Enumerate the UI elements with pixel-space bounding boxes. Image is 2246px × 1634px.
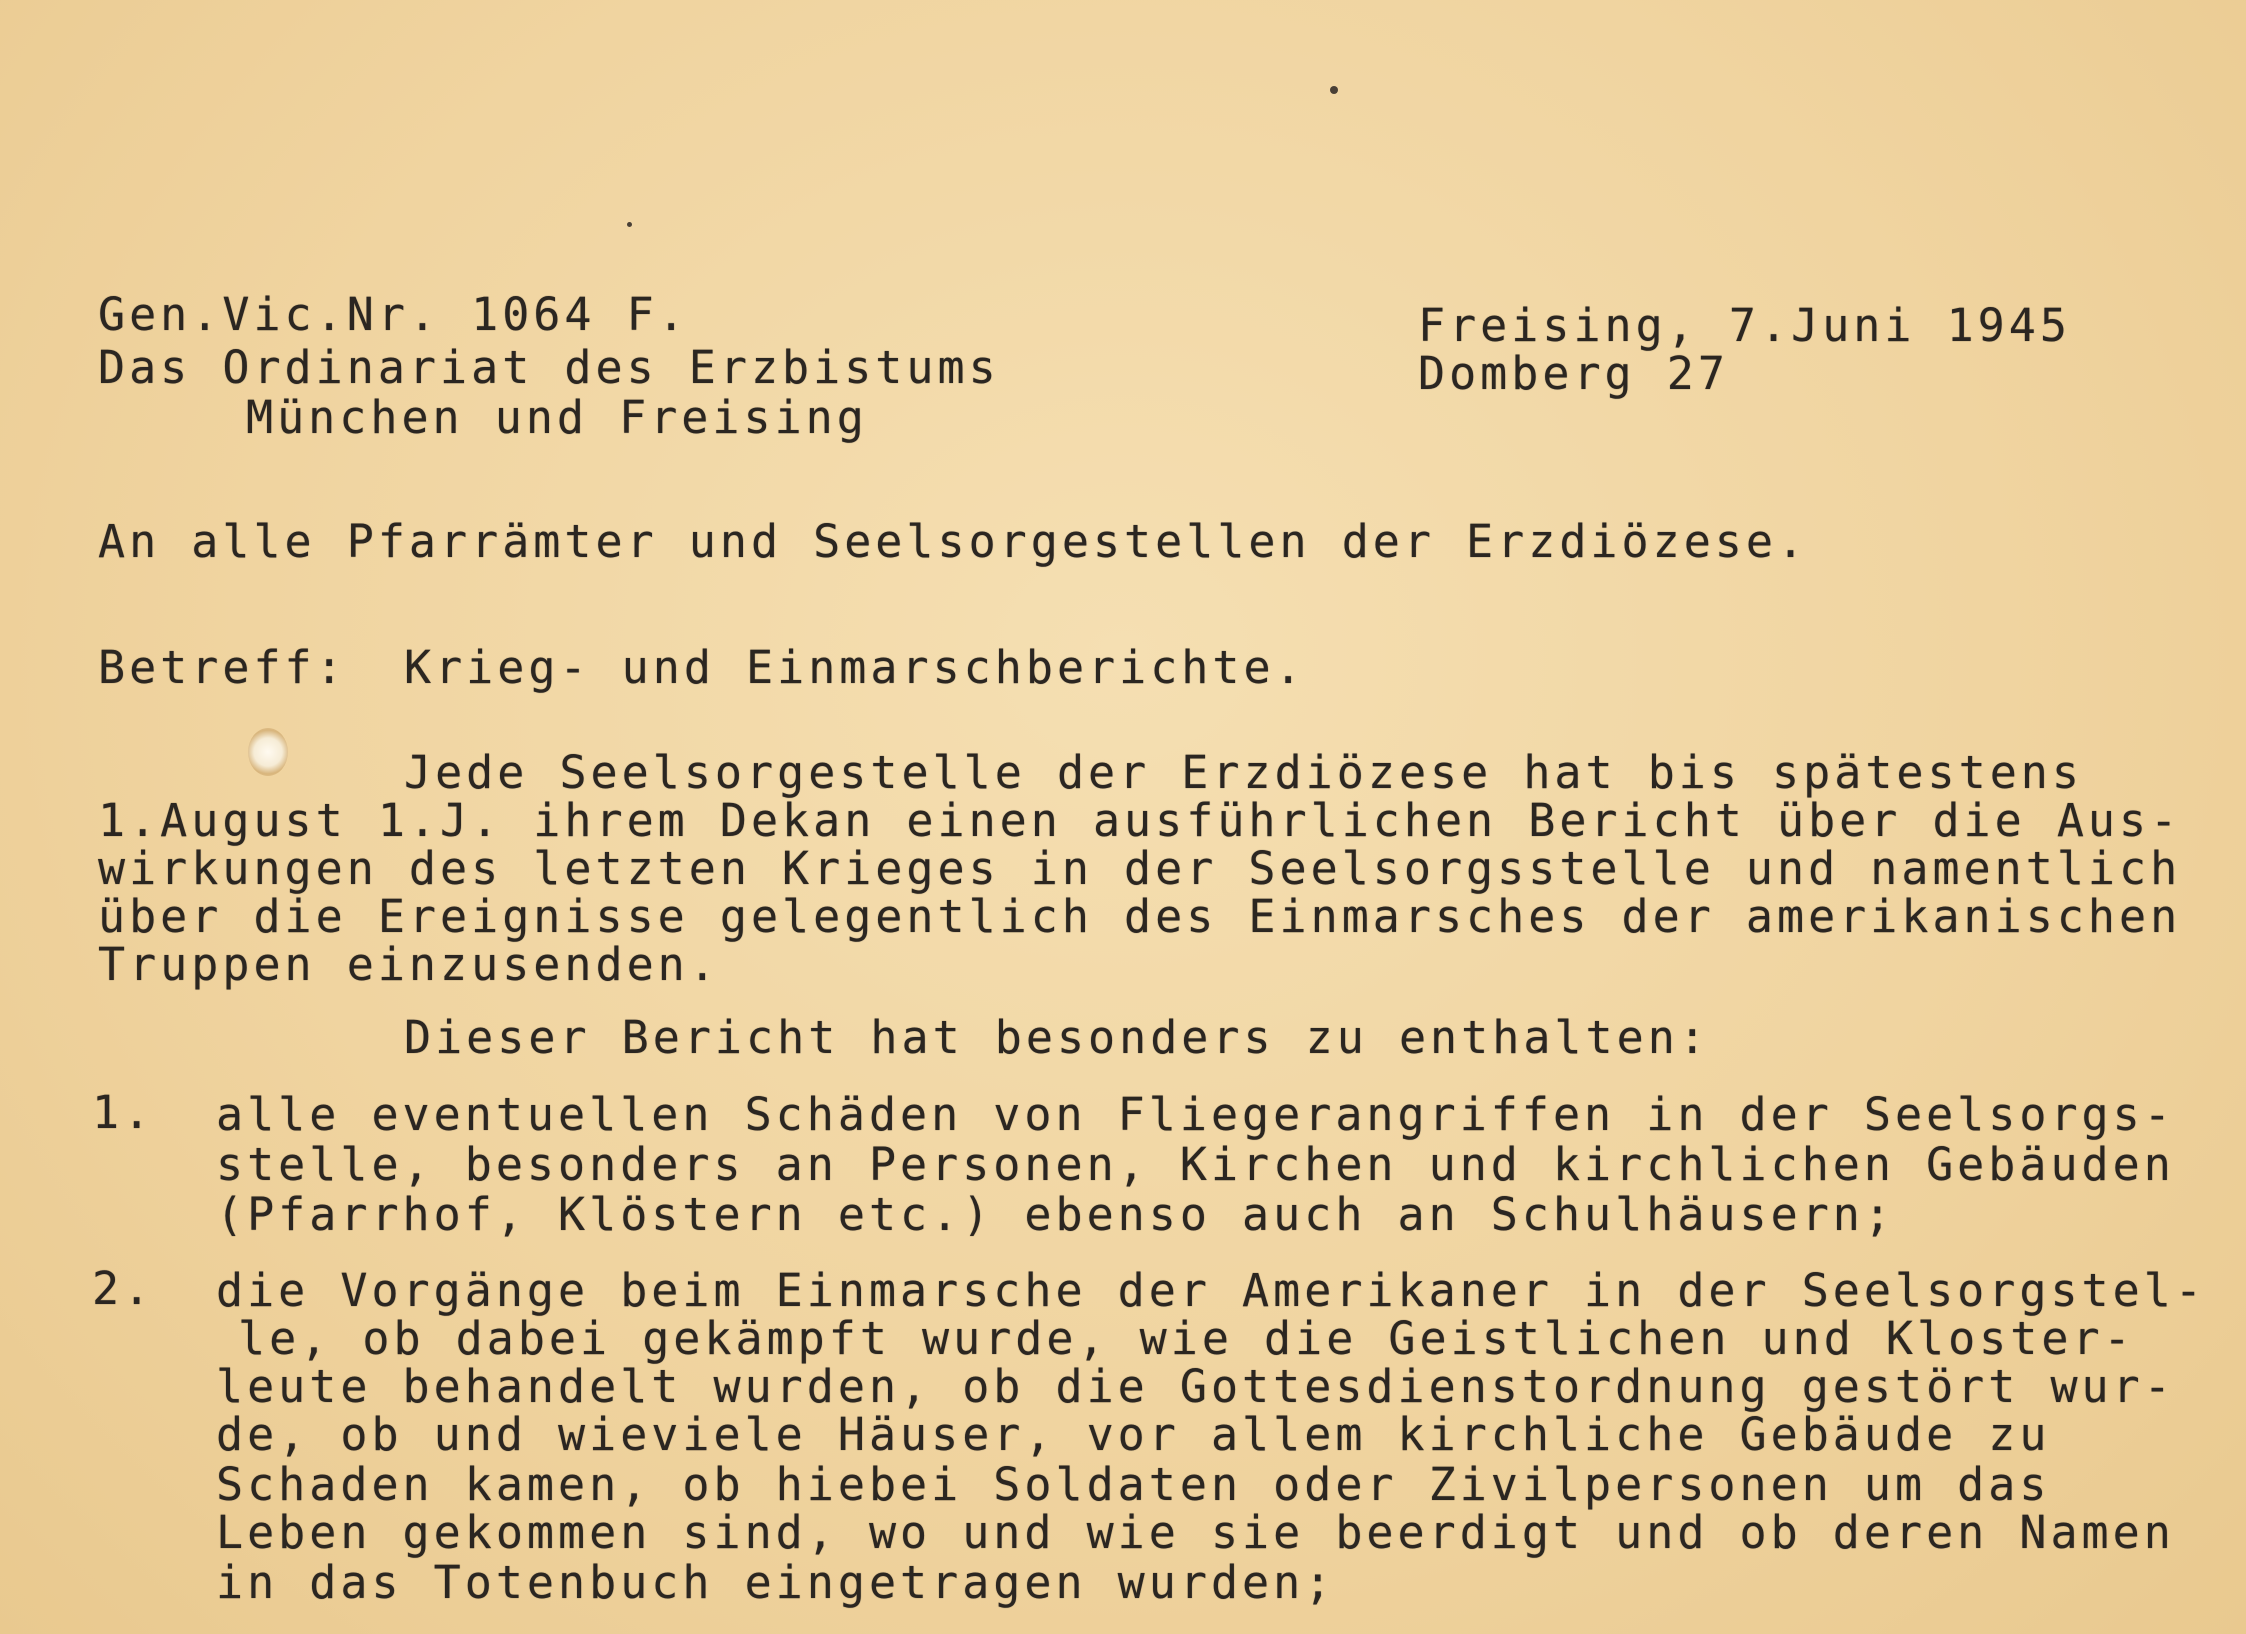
list-item-line: die Vorgänge beim Einmarsche der Amerikaner in der Seelsorgstel- [216,1264,2206,1317]
paper-stain [248,728,288,776]
list-item-line: Schaden kamen, ob hiebei Soldaten oder Zivilpersonen um das [216,1458,2051,1511]
reference-number: Gen.Vic.Nr. 1064 F. [98,288,689,341]
paragraph-line: 1.August 1.J. ihrem Dekan einen ausführlichen Bericht über die Aus- [98,794,2182,847]
list-item-line: (Pfarrhof, Klöstern etc.) ebenso auch an Schulhäusern; [216,1188,1895,1241]
paper-speck [1330,86,1338,94]
paragraph-line: Jede Seelsorgestelle der Erzdiözese hat bis spätestens [404,746,2083,799]
place-date: Freising, 7.Juni 1945 [1418,299,2071,352]
paragraph-intro: Dieser Bericht hat besonders zu enthalten: [404,1011,1710,1064]
list-item-line: stelle, besonders an Personen, Kirchen und kirchlichen Gebäuden [216,1138,2175,1191]
list-item-line: Leben gekommen sind, wo und wie sie beerdigt und ob deren Namen [216,1506,2175,1559]
sender-line-2: München und Freising [246,391,868,444]
paragraph-line: über die Ereignisse gelegentlich des Einmarsches der amerikanischen [98,890,2182,943]
paper-speck [627,222,632,227]
paragraph-line: Truppen einzusenden. [98,938,720,991]
list-item-line: alle eventuellen Schäden von Fliegerangriffen in der Seelsorgs- [216,1088,2175,1141]
paragraph-line: wirkungen des letzten Krieges in der Seelsorgsstelle und namentlich [98,842,2182,895]
list-item-line: in das Totenbuch eingetragen wurden; [216,1556,1336,1609]
subject-label: Betreff: [98,641,347,694]
list-item-line: le, ob dabei gekämpft wurde, wie die Geistlichen und Kloster- [238,1312,2135,1365]
list-item-number: 2. [92,1262,155,1315]
list-item-line: de, ob und wieviele Häuser, vor allem kirchliche Gebäude zu [216,1408,2051,1461]
list-item-line: leute behandelt wurden, ob die Gottesdienstordnung gestört wur- [216,1360,2175,1413]
sender-line-1: Das Ordinariat des Erzbistums [98,341,1000,394]
subject-text: Krieg- und Einmarschberichte. [404,641,1306,694]
recipient-line: An alle Pfarrämter und Seelsorgestellen der Erzdiözese. [98,515,1809,568]
list-item-number: 1. [92,1086,155,1139]
address: Domberg 27 [1418,347,1729,400]
